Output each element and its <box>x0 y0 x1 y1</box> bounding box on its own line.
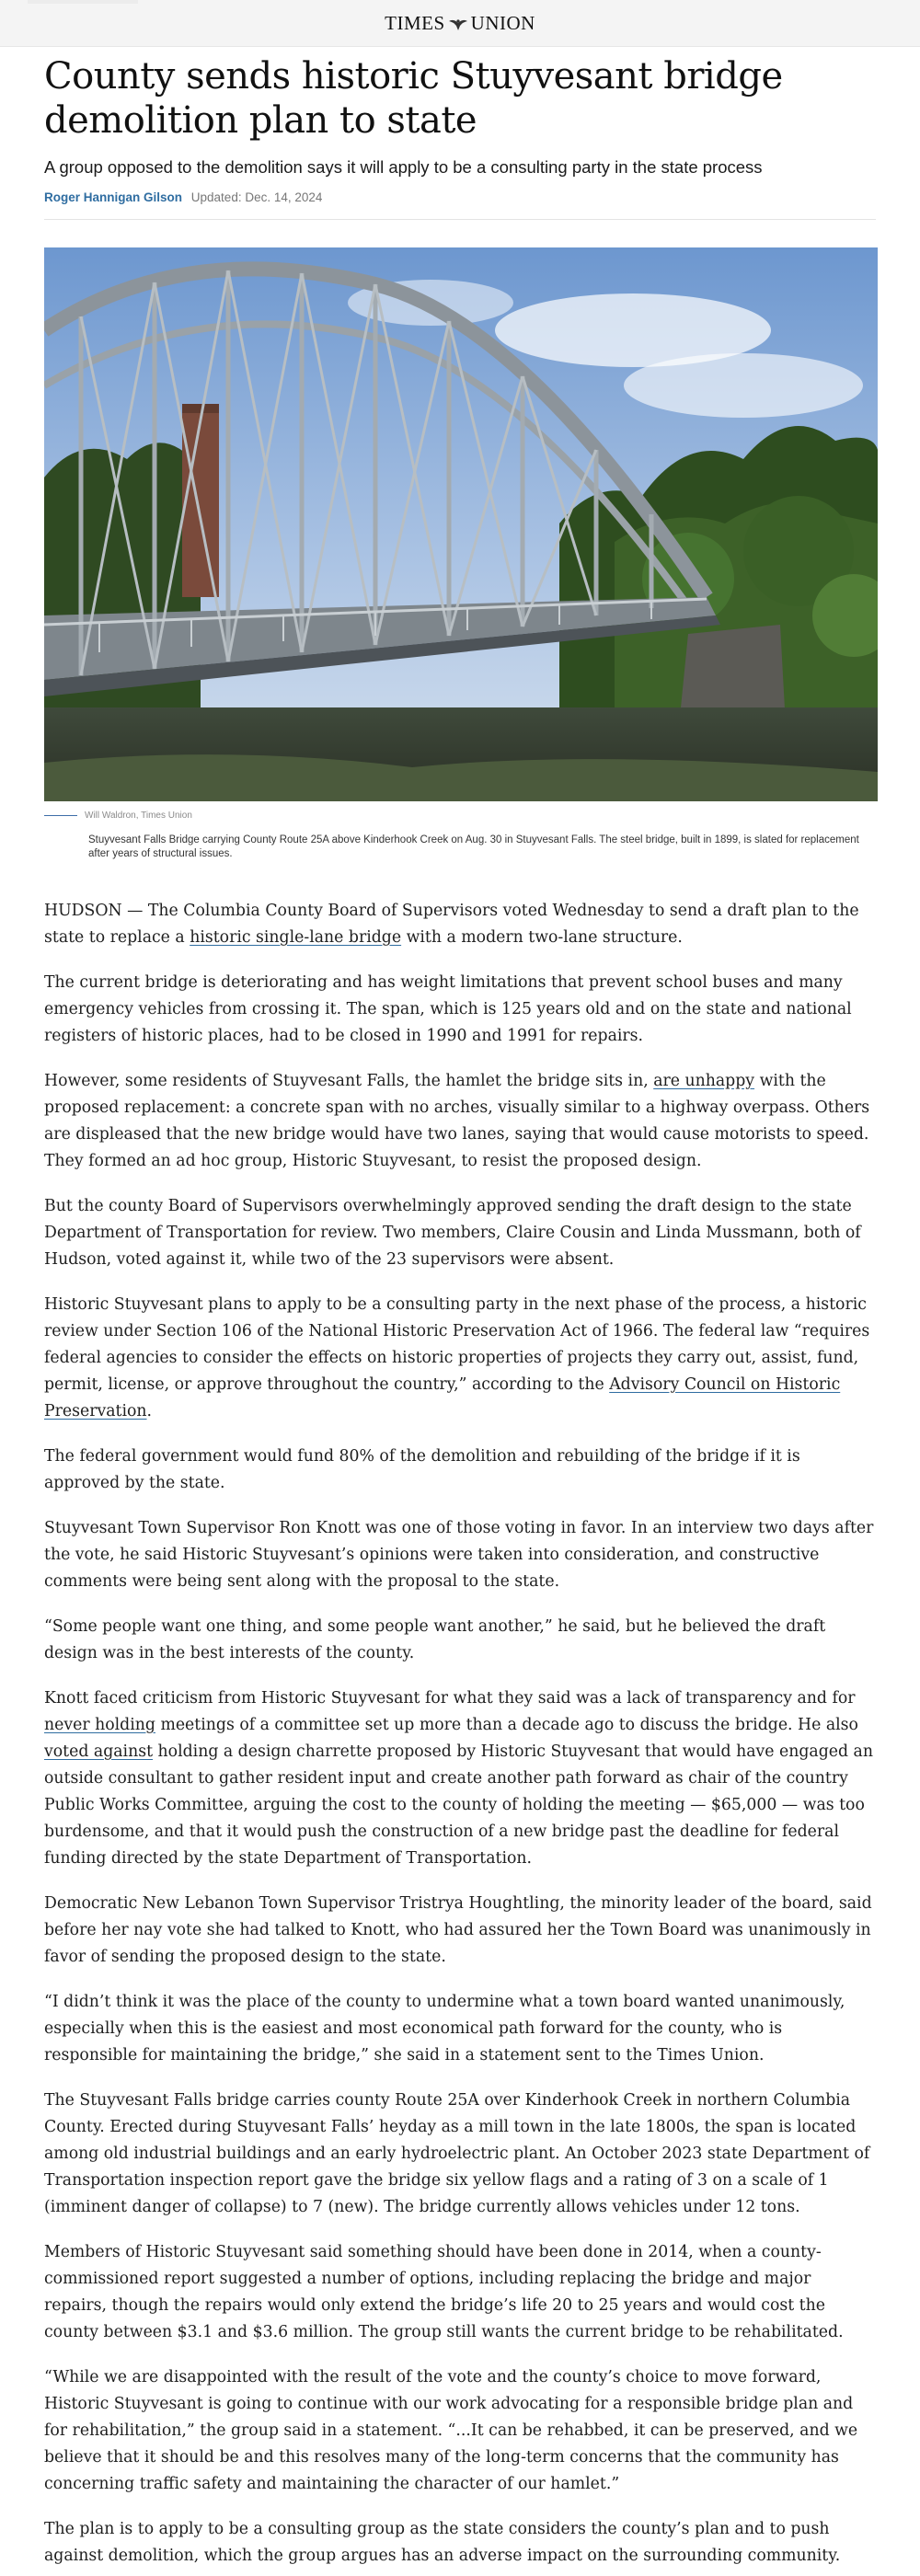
headline: County sends historic Stuyvesant bridge demolition plan to state <box>44 55 783 142</box>
top-bar-faint-element <box>28 0 138 4</box>
photo-credit-text: Will Waldron, Times Union <box>85 811 192 821</box>
updated-date: Updated: Dec. 14, 2024 <box>190 190 323 204</box>
paragraph: But the county Board of Supervisors overwhelmingly approved sending the draft design to the state Department of Transportation for review. Two members, Claire Cousin and Linda Mussmann, both of Hudson, voted against it, while two of the 23 supervisors were absent. <box>44 1197 861 1269</box>
author-link[interactable]: Roger Hannigan Gilson <box>44 190 183 204</box>
paragraph: The Stuyvesant Falls bridge carries county Route 25A over Kinderhook Creek in northern Columbia County. Erected during Stuyvesant Falls’ heyday as a mill town in the late 1800s, the span is located among old industrial buildings and an early hydroelectric plant. An October 2023 state Department of Transportation inspection report gave the bridge six yellow flags and a rating of 3 on a scale of 1 (imminent danger of collapse) to 7 (new). The bridge currently allows vehicles under 12 tons. <box>44 2091 870 2216</box>
paragraph: “Some people want one thing, and some people want another,” he said, but he believed the draft design was in the best interests of the county. <box>44 1617 826 1662</box>
top-bar <box>0 0 920 47</box>
link-are-unhappy[interactable]: are unhappy <box>653 1072 755 1090</box>
paragraph: “I didn’t think it was the place of the county to undermine what a town board wanted unanimously, especially when this is the easiest and most economical path forward for the county, who is responsible for maintaining the bridge,” she said in a statement sent to the Times Union. <box>44 1993 845 2064</box>
paragraph: The plan is to apply to be a consulting group as the state considers the county’s plan and to push against demolition, which the group argues has an adverse impact on the surrounding community. <box>44 2520 841 2565</box>
logo-right: UNION <box>470 12 535 34</box>
article-body <box>44 898 876 2570</box>
paragraph: Knott faced criticism from Historic Stuyvesant for what they said was a lack of transparency and for never holding meetings of a committee set up more than a decade ago to discuss the bridge. He also voted against holding a design charrette proposed by Historic Stuyvesant that would have engaged an outside consultant to gather resident input and create another path forward as chair of the country Public Works Committee, arguing the cost to the county of holding the meeting — $65,000 — was too burdensome, and that it would push the construction of a new bridge past the deadline for federal funding directed by the state Department of Transportation. <box>44 1689 873 1868</box>
paragraph: Members of Historic Stuyvesant said something should have been done in 2014, when a county-commissioned report suggested a number of options, including replacing the bridge and major repairs, though the repairs would only extend the bridge’s life 20 to 25 years and would cost the county between $3.1 and $3.6 million. The group still wants the current bridge to be rehabilitated. <box>44 2243 844 2341</box>
photo-caption: Stuyvesant Falls Bridge carrying County Route 25A above Kinderhook Creek on Aug. 30 in Stuyvesant Falls. The steel bridge, built in 1899, is slated for replacement after years of structural issues. <box>88 834 859 859</box>
paragraph: “While we are disappointed with the result of the vote and the county’s choice to move forward, Historic Stuyvesant is going to continue with our work advocating for a responsible bridge plan and for rehabilitation,” the group said in a statement. “...It can be rehabbed, it can be preserved, and we believe that it should be and this resolves many of the long-term concerns that the community has concerning traffic safety and maintaining the character of our hamlet.” <box>44 2368 858 2493</box>
paragraph: Democratic New Lebanon Town Supervisor Tristrya Houghtling, the minority leader of the board, said before her nay vote she had talked to Knott, who had assured her the Town Board was unanimously in favor of sending the proposed design to the state. <box>44 1894 872 1966</box>
link-advisory-council[interactable]: Advisory Council on Historic Preservation <box>44 1375 841 1420</box>
credit-rule <box>44 815 77 816</box>
byline <box>44 190 876 220</box>
site-logo[interactable] <box>0 12 920 37</box>
bridge-photo-illustration <box>44 247 878 801</box>
article-container <box>0 54 920 2570</box>
paragraph: However, some residents of Stuyvesant Falls, the hamlet the bridge sits in, are unhappy with the proposed replacement: a concrete span with no arches, visually similar to a highway overpass. Others are displeased that the new bridge would have two lanes, saying that would cause motorists to speed. They formed an ad hoc group, Historic Stuyvesant, to resist the proposed design. <box>44 1072 870 1170</box>
paragraph: Historic Stuyvesant plans to apply to be a consulting party in the next phase of the process, a historic review under Section 106 of the National Historic Preservation Act of 1966. The federal law “requires federal agencies to consider the effects on historic properties of projects they carry out, assist, fund, permit, license, or approve throughout the country,” according to the Advisory Council on Historic Preservation. <box>44 1295 870 1420</box>
paragraph: Stuyvesant Town Supervisor Ron Knott was one of those voting in favor. In an interview two days after the vote, he said Historic Stuyvesant’s opinions were taken into consideration, and constructive comments were being sent along with the proposal to the state. <box>44 1519 874 1591</box>
paragraph: The federal government would fund 80% of the demolition and rebuilding of the bridge if it is approved by the state. <box>44 1447 800 1492</box>
subheadline: A group opposed to the demolition says it will apply to be a consulting party in the state process <box>44 157 763 177</box>
paragraph: The current bridge is deteriorating and has weight limitations that prevent school buses and many emergency vehicles from crossing it. The span, which is 125 years old and on the state and national registers of historic places, had to be closed in 1990 and 1991 for repairs. <box>44 973 852 1045</box>
paragraph: HUDSON — The Columbia County Board of Supervisors voted Wednesday to send a draft plan to the state to replace a historic single-lane bridge with a modern two-lane structure. <box>44 902 859 947</box>
lead-photo[interactable] <box>44 247 878 801</box>
link-never-holding[interactable]: never holding <box>44 1716 155 1734</box>
link-voted-against[interactable]: voted against <box>44 1742 154 1761</box>
link-historic-single-lane-bridge[interactable]: historic single-lane bridge <box>190 928 402 947</box>
logo-left: TIMES <box>385 12 445 34</box>
eagle-seal-icon <box>448 14 468 37</box>
photo-credit <box>44 811 876 821</box>
